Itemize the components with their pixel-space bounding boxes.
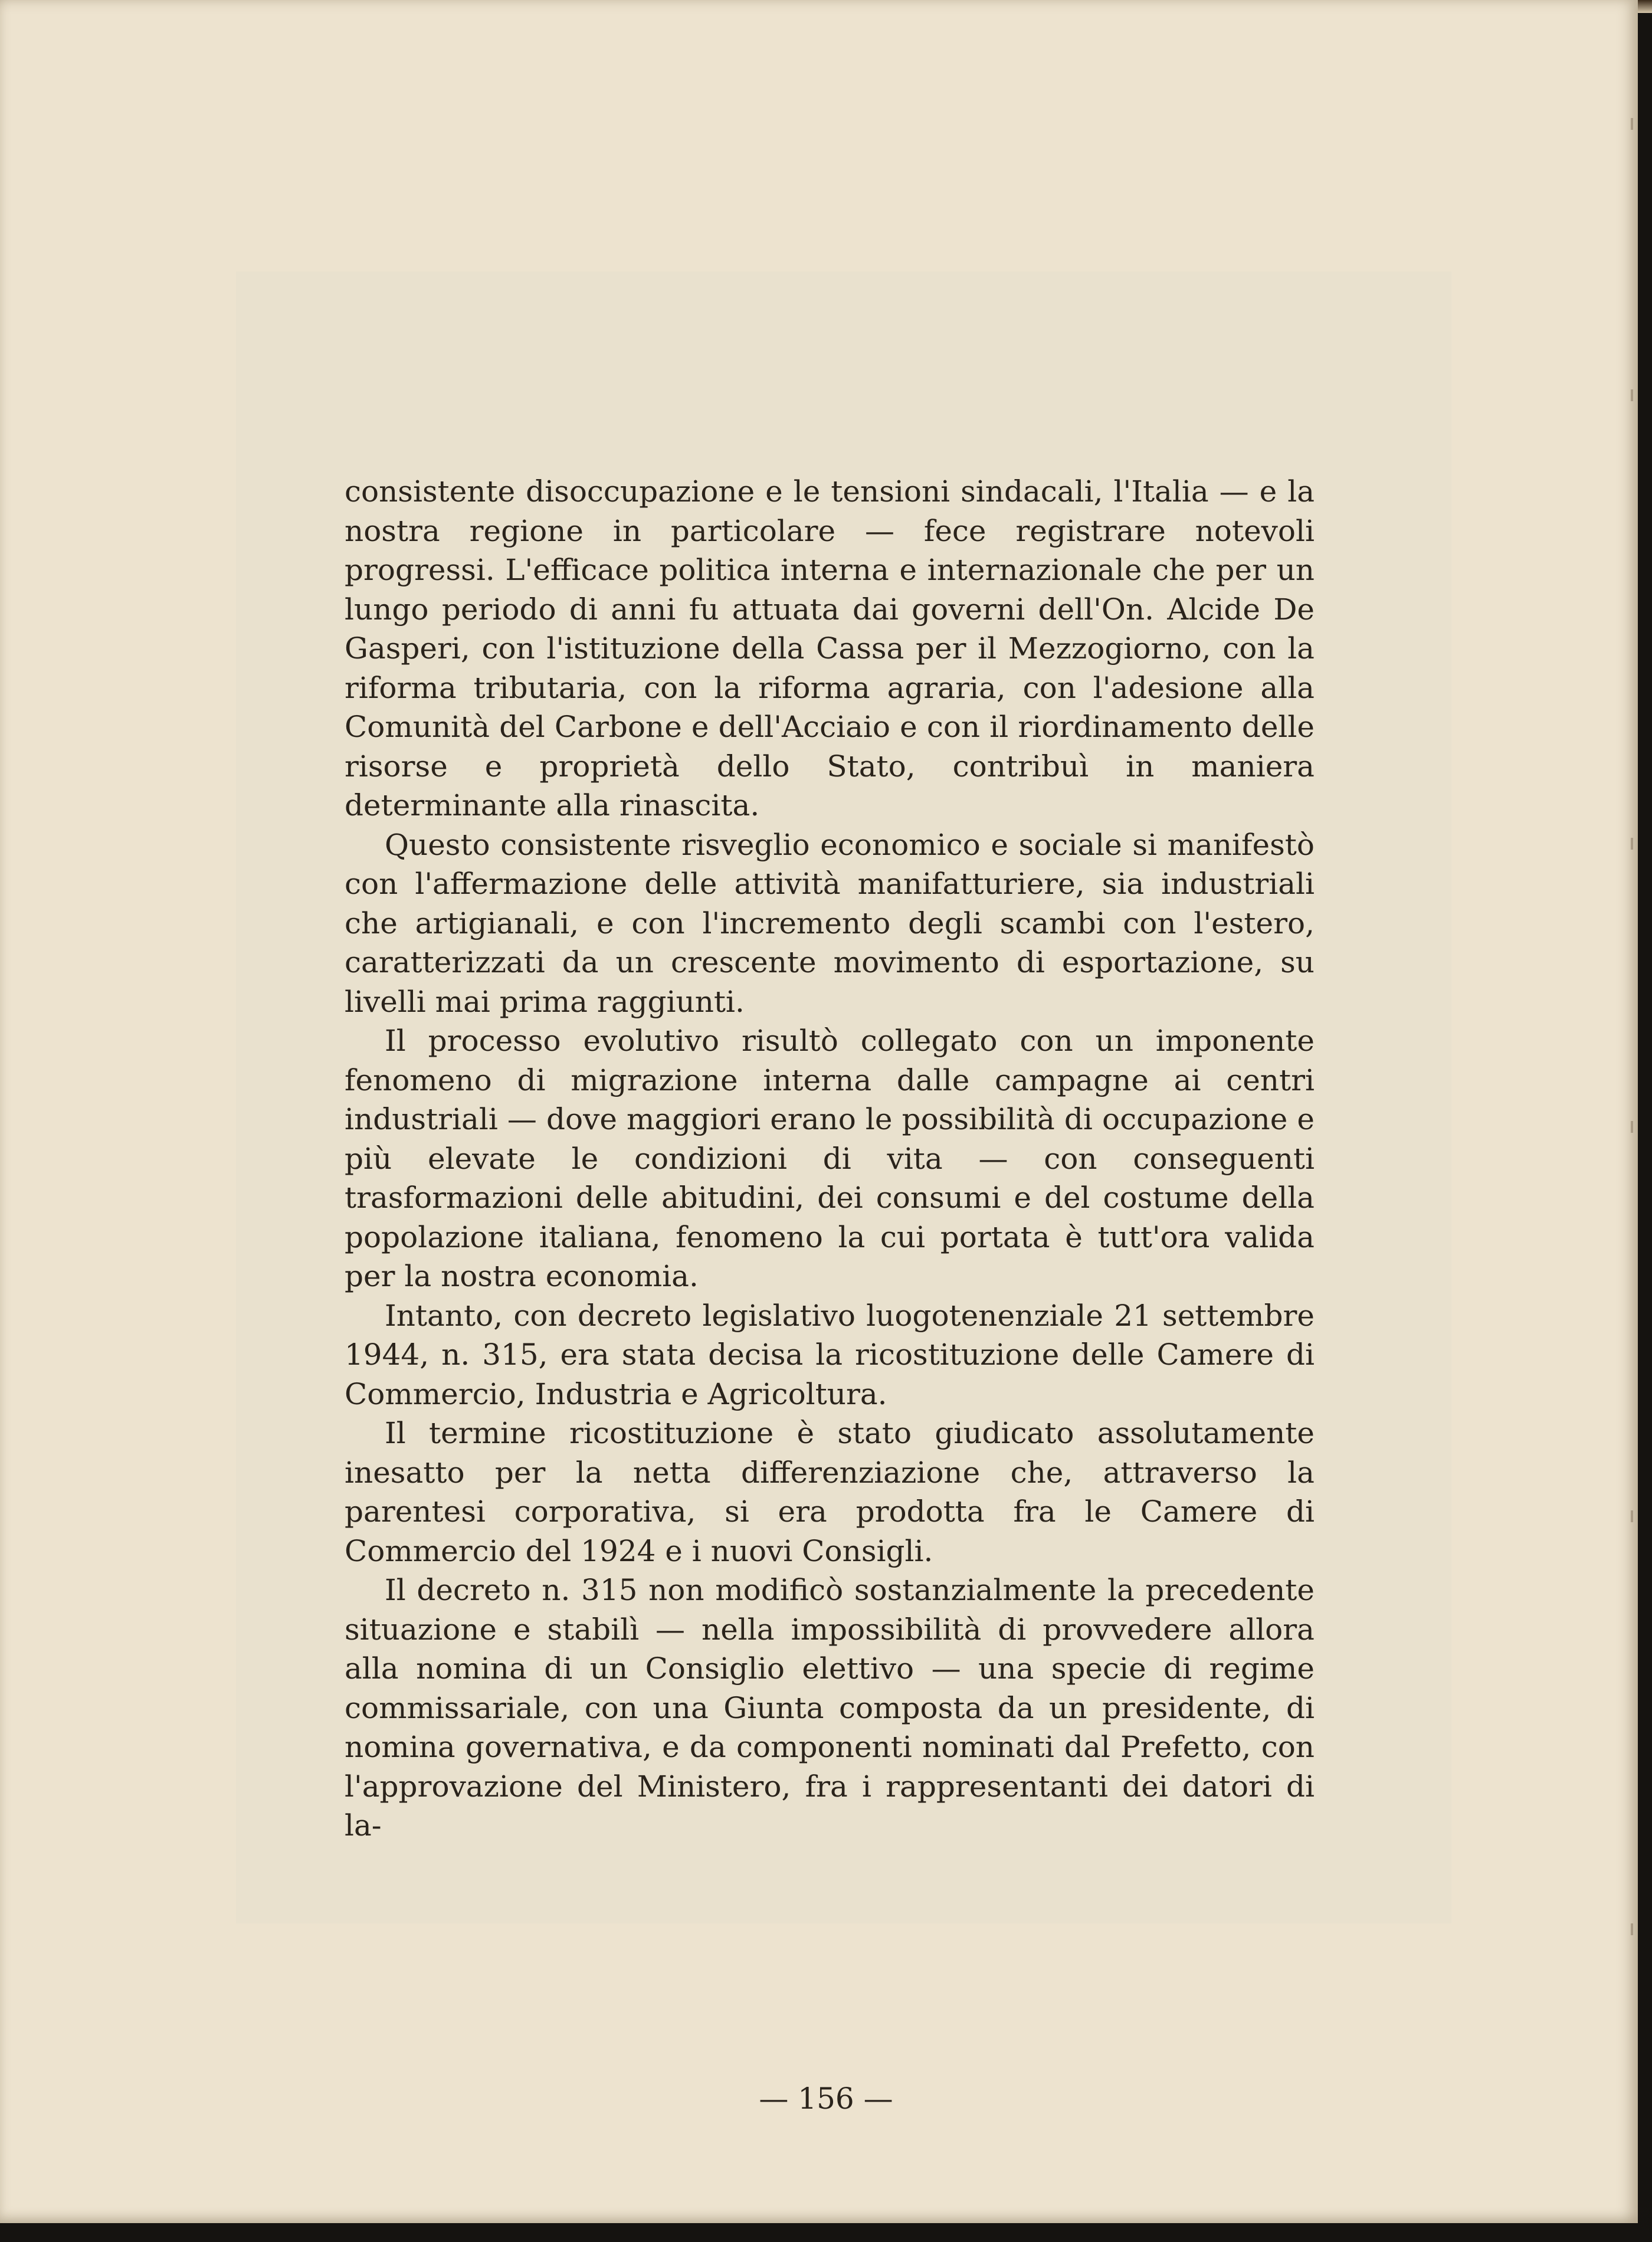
- body-text: [345, 472, 1315, 1846]
- paragraph: Questo consistente risveglio economico e sociale si manifestò con l'affermazione delle attività manifatturiere, sia industriali che artigianali, e con l'incremento degli scambi con l'estero, caratterizzati da un crescente movimento di esportazione, su livelli mai prima raggiunti.: [345, 827, 1315, 1019]
- paragraph: Il processo evolutivo risultò collegato con un imponente fenomeno di migrazione interna dalle campagne ai centri industriali — dove maggiori erano le possibilità di occupazione e più elevate le condizioni di vita — con conseguenti trasformazioni delle abitudini, dei consumi e del costume della popolazione italiana, fenomeno la cui portata è tutt'ora valida per la nostra economia.: [345, 1024, 1315, 1293]
- margin-mark: [1631, 1510, 1633, 1522]
- margin-mark: [1631, 1923, 1633, 1935]
- paragraph: consistente disoccupazione e le tensioni sindacali, l'Italia — e la nostra regione in particolare — fece registrare notevoli progressi. L'efficace politica interna e internazionale che per un lungo periodo di anni fu attuata dai governi dell'On. Alcide De Gasperi, con l'istituzione della Cassa per il Mezzogiorno, con la riforma tributaria, con la riforma agraria, con l'adesione alla Comunità del Carbone e dell'Acciaio e con il riordinamento delle risorse e proprietà dello Stato, contribuì in maniera determinante alla rinascita.: [345, 474, 1315, 822]
- paragraph: Intanto, con decreto legislativo luogotenenziale 21 settembre 1944, n. 315, era stata decisa la ricostituzione delle Camere di Commercio, Industria e Agricoltura.: [345, 1298, 1315, 1411]
- margin-mark: [1631, 1121, 1633, 1133]
- margin-mark: [1631, 118, 1633, 130]
- page-number: — 156 —: [759, 2082, 893, 2116]
- margin-mark: [1631, 389, 1633, 401]
- paragraph: Il termine ricostituzione è stato giudicato assolutamente inesatto per la netta differenziazione che, attraverso la parentesi corporativa, si era prodotta fra le Camere di Commercio del 1924 e i nuovi Consigli.: [345, 1416, 1315, 1568]
- paragraph: Il decreto n. 315 non modificò sostanzialmente la precedente situazione e stabilì — nella impossibilità di provvedere allora alla nomina di un Consiglio elettivo — una specie di regime commissariale, con una Giunta composta da un presidente, di nomina governativa, e da componenti nominati dal Prefetto, con l'approvazione del Ministero, fra i rappresentanti dei datori di la-: [345, 1573, 1315, 1843]
- margin-mark: [1631, 838, 1633, 850]
